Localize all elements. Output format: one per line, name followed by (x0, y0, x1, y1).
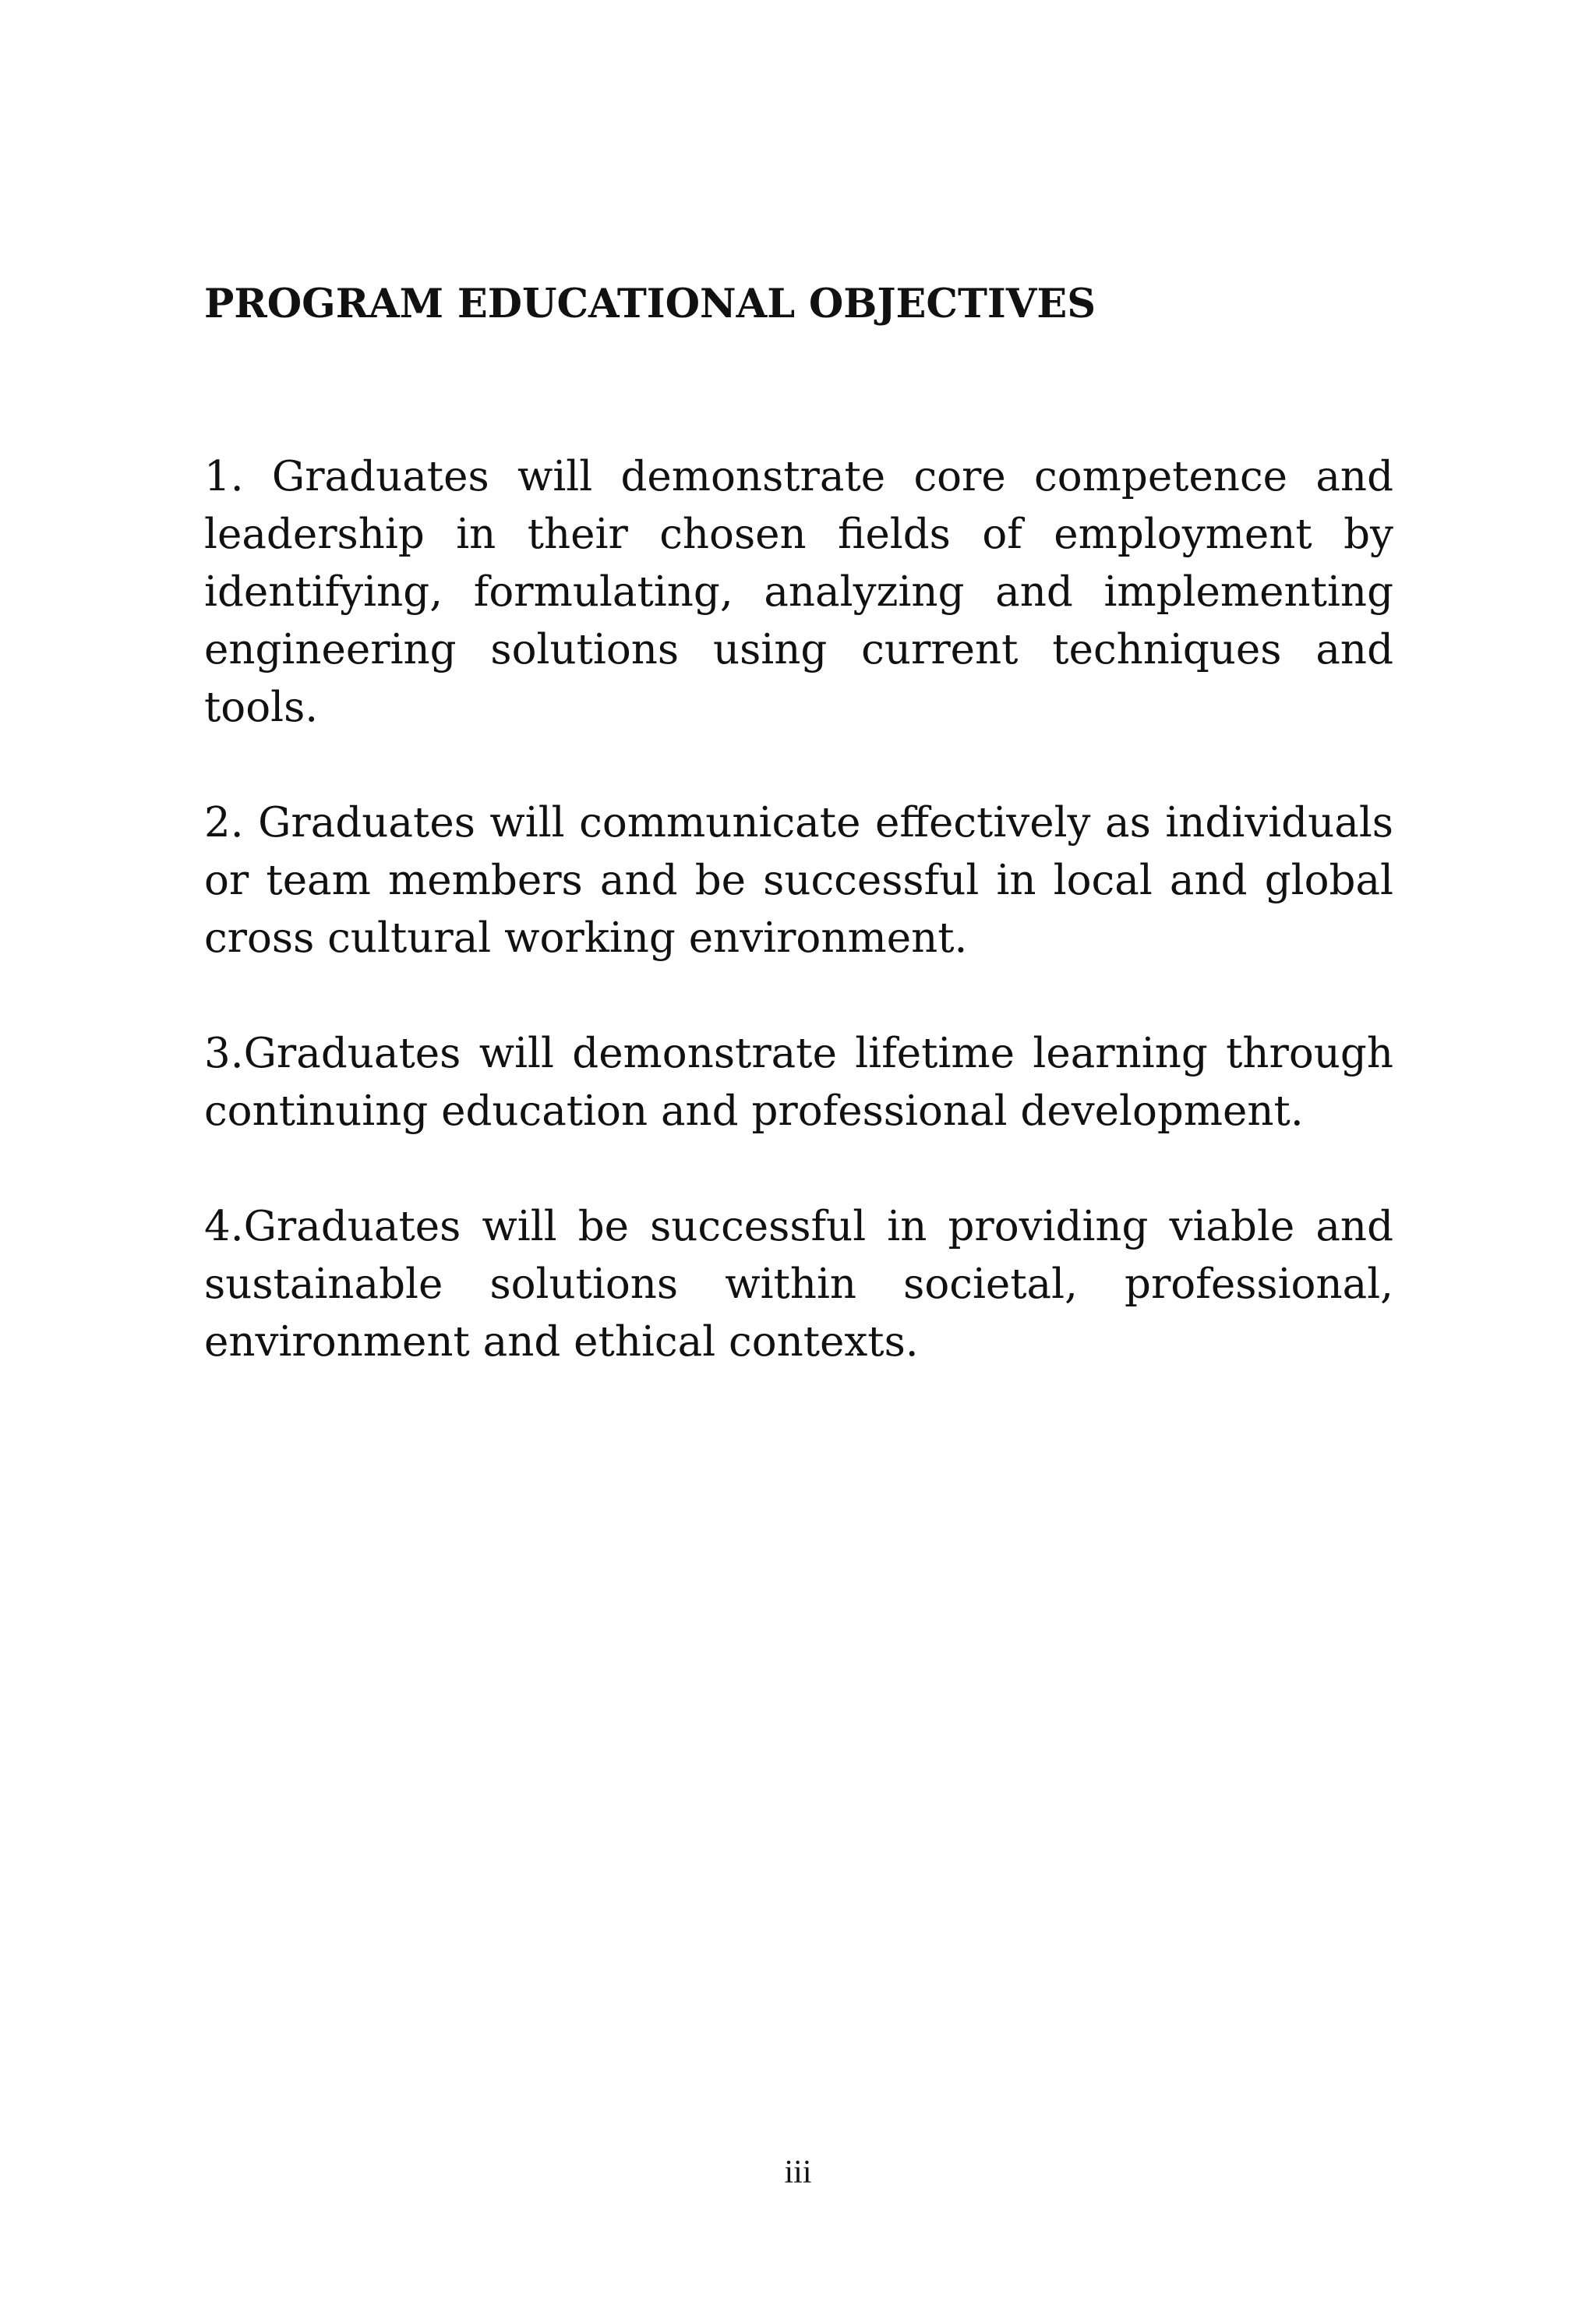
objective-4: 4.Graduates will be successful in providing viable and sustainable solutions within societal, professional, environment and ethical contexts. (204, 1203, 1393, 1366)
objective-3: 3.Graduates will demonstrate lifetime learning through continuing education and professional development. (204, 1030, 1393, 1135)
page-number: iii (784, 2155, 812, 2190)
page-content (204, 277, 1393, 1371)
objective-2: 2. Graduates will communicate effectively as individuals or team members and be successful in local and global cross cultural working environment. (204, 799, 1393, 962)
section-heading: PROGRAM EDUCATIONAL OBJECTIVES (204, 281, 1096, 327)
objective-1: 1. Graduates will demonstrate core competence and leadership in their chosen fields of employment by identifying, formulating, analyzing and implementing engineering solutions using current techniques and tools. (204, 453, 1393, 731)
